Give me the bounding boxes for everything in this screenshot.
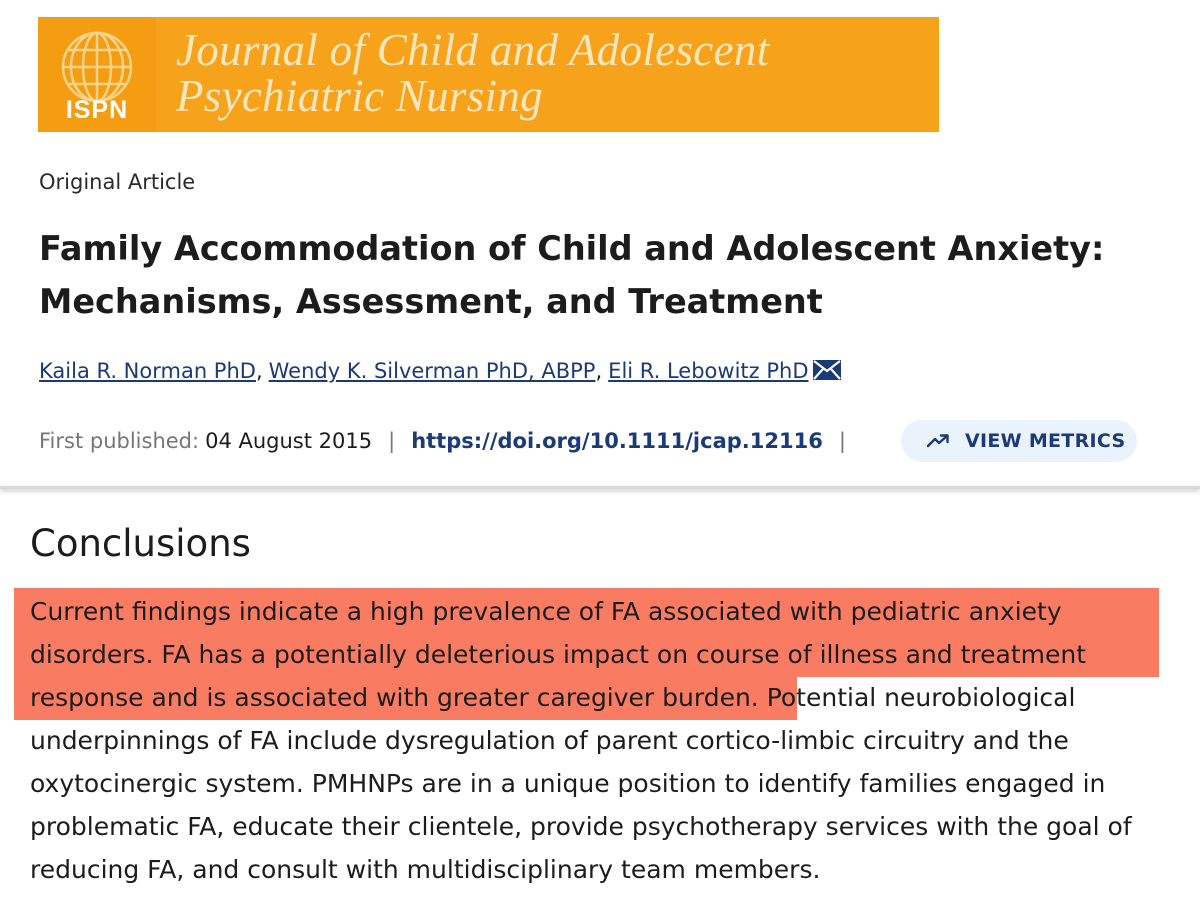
first-published-label: First published:: [39, 429, 200, 453]
conclusions-text: [30, 590, 1195, 891]
doi-link[interactable]: https://doi.org/10.1111/jcap.12116: [411, 429, 823, 453]
section-divider: [0, 486, 1200, 489]
body-line: Current findings indicate a high prevalence of FA associated with pediatric anxiety: [30, 597, 1062, 626]
article-title-line-1: Family Accommodation of Child and Adolescent Anxiety:: [39, 229, 1105, 268]
envelope-icon[interactable]: [812, 359, 842, 381]
journal-title[interactable]: [176, 27, 769, 119]
divider-pipe: |: [388, 429, 396, 453]
body-line: oxytocinergic system. PMHNPs are in a unique position to identify families engaged in: [30, 769, 1106, 798]
divider-pipe: |: [838, 429, 846, 453]
journal-title-line-2: Psychiatric Nursing: [176, 71, 543, 121]
section-heading: Conclusions: [30, 522, 251, 565]
view-metrics-button[interactable]: [901, 420, 1137, 462]
author-list: [39, 359, 842, 383]
article-title: [39, 222, 1179, 328]
trending-up-icon: [927, 434, 949, 448]
article-title-line-2: Mechanisms, Assessment, and Treatment: [39, 282, 823, 321]
author-link[interactable]: Eli R. Lebowitz PhD: [608, 359, 809, 383]
body-line: disorders. FA has a potentially deleterious impact on course of illness and treatment: [30, 640, 1087, 669]
body-line: problematic FA, educate their clientele, provide psychotherapy services with the goal of: [30, 812, 1132, 841]
author-separator: ,: [255, 359, 263, 383]
body-line: reducing FA, and consult with multidisciplinary team members.: [30, 855, 821, 884]
journal-banner[interactable]: [38, 17, 939, 132]
first-published-date: 04 August 2015: [205, 429, 373, 453]
logo-text: ISPN: [65, 96, 129, 124]
view-metrics-label: VIEW METRICS: [965, 430, 1126, 452]
body-line: [30, 676, 1195, 719]
author-link[interactable]: Wendy K. Silverman PhD, ABPP: [268, 359, 596, 383]
publication-info: [39, 422, 862, 460]
journal-title-line-1: Journal of Child and Adolescent: [176, 25, 770, 75]
body-text: Potential neurobiological: [758, 683, 1076, 712]
article-type: Original Article: [39, 170, 196, 194]
ispn-logo: [38, 17, 156, 132]
highlighted-text: response and is associated with greater caregiver burden.: [30, 683, 759, 712]
author-separator: ,: [595, 359, 603, 383]
body-line: underpinnings of FA include dysregulation of parent cortico-limbic circuitry and the: [30, 726, 1069, 755]
author-link[interactable]: Kaila R. Norman PhD: [39, 359, 256, 383]
globe-icon: [52, 23, 142, 103]
